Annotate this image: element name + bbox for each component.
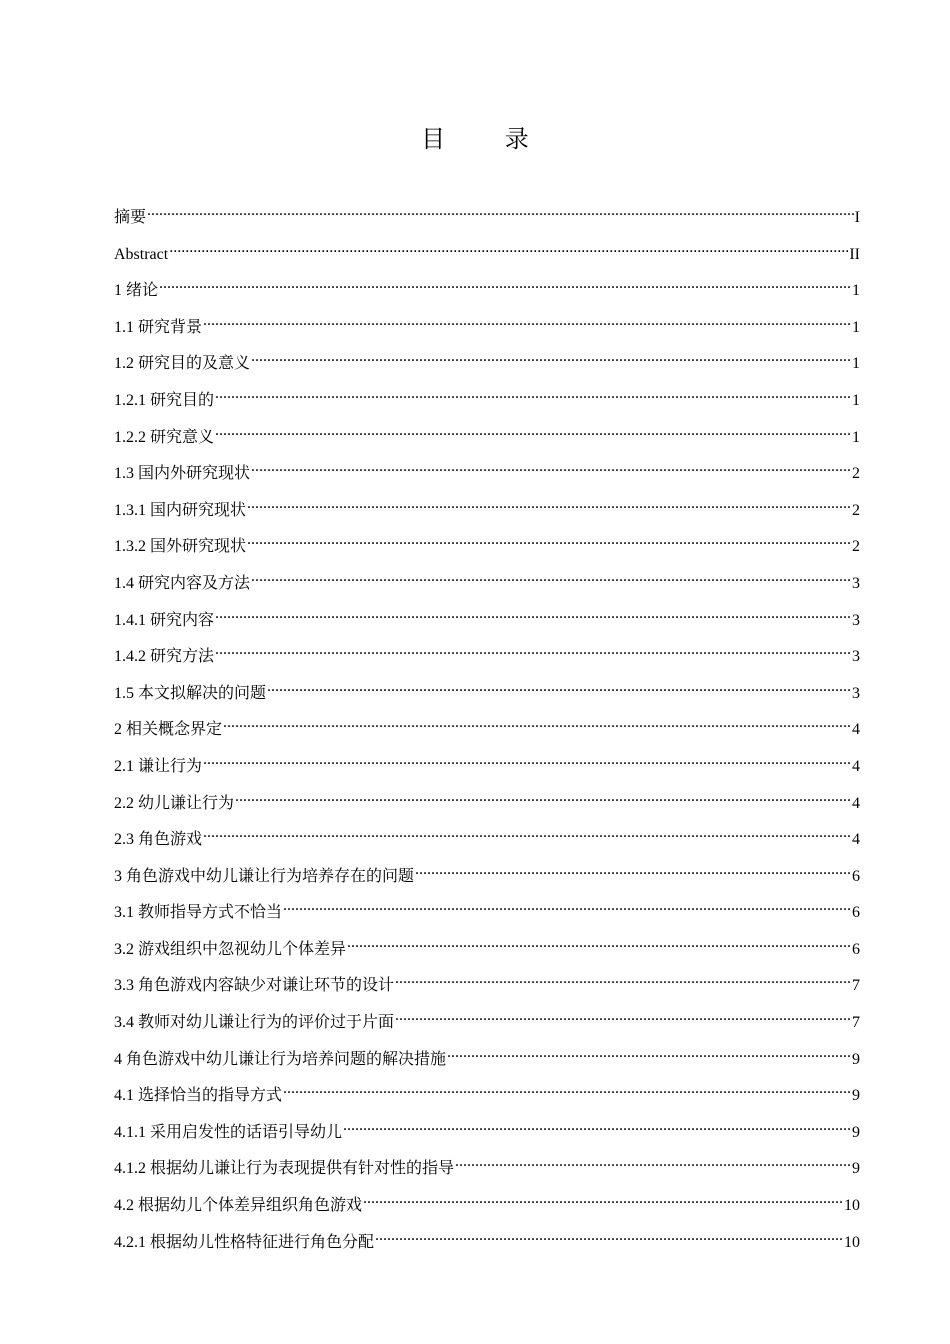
dot-leader [251,456,851,478]
toc-entry[interactable] [114,1042,860,1079]
toc-entry-label: 3.2 游戏组织中忽视幼儿个体差异 [114,940,347,958]
toc-entry-label: 2.1 谦让行为 [114,757,203,775]
dot-leader [455,1151,851,1173]
dot-leader [375,1225,843,1247]
toc-entry-label: 4 角色游戏中幼儿谦让行为培养问题的解决措施 [114,1050,447,1068]
toc-entry[interactable] [114,749,860,786]
dot-leader [267,676,851,698]
dot-leader [247,529,851,551]
dot-leader [283,895,851,917]
toc-entry-label: 4.2 根据幼儿个体差异组织角色游戏 [114,1197,363,1215]
dot-leader [343,1115,851,1137]
toc-entry[interactable] [114,346,860,383]
toc-entry-page-number: 7 [852,977,860,995]
dot-leader [203,822,851,844]
toc-entry-label: 1.4.2 研究方法 [114,648,215,666]
toc-entry[interactable] [114,639,860,676]
toc-entry[interactable] [114,420,860,457]
toc-entry[interactable] [114,1078,860,1115]
toc-entry-label: 3.3 角色游戏内容缺少对谦让环节的设计 [114,977,395,995]
toc-entry[interactable] [114,676,860,713]
toc-entry-page-number: 6 [852,940,860,958]
toc-entry-page-number: 1 [852,318,860,336]
toc-entry[interactable] [114,456,860,493]
dot-leader [251,566,851,588]
toc-entry-page-number: 3 [852,574,860,592]
toc-entry[interactable] [114,383,860,420]
toc-entry-label: 4.2.1 根据幼儿性格特征进行角色分配 [114,1233,375,1251]
toc-entry-page-number: 1 [852,282,860,300]
toc-entry-page-number: 4 [852,721,860,739]
toc-entry-page-number: 9 [852,1050,860,1068]
toc-entry-label: 1.3 国内外研究现状 [114,465,251,483]
toc-entry-label: 1 绪论 [114,282,159,300]
toc-entry-label: 1.3.1 国内研究现状 [114,501,247,519]
dot-leader [347,932,851,954]
dot-leader [235,786,851,808]
toc-entry-page-number: 4 [852,794,860,812]
toc-entry[interactable] [114,932,860,969]
toc-entry[interactable] [114,786,860,823]
toc-entry-label: 1.3.2 国外研究现状 [114,538,247,556]
toc-entry-page-number: I [854,209,860,226]
dot-leader [363,1188,843,1210]
toc-entry-page-number: 9 [852,1123,860,1141]
toc-entry-page-number: 1 [852,391,860,409]
toc-entry[interactable] [114,712,860,749]
toc-entry[interactable] [114,1151,860,1188]
toc-entry-label: 2.2 幼儿谦让行为 [114,794,235,812]
dot-leader [251,346,851,368]
toc-entry[interactable] [114,1188,860,1225]
toc-entry-label: 3.4 教师对幼儿谦让行为的评价过于片面 [114,1014,395,1032]
toc-entry-page-number: 2 [852,501,860,519]
toc-entry[interactable] [114,1005,860,1042]
dot-leader [215,603,851,625]
dot-leader [415,859,851,881]
toc-entry[interactable] [114,895,860,932]
toc-entry[interactable] [114,200,860,237]
toc-title: 目 录 [421,125,555,153]
toc-entry-page-number: 6 [852,867,860,885]
toc-entry-page-number: 3 [852,684,860,702]
toc-entry[interactable] [114,603,860,640]
dot-leader [215,420,851,442]
toc-entry-page-number: 2 [852,465,860,483]
toc-entry-page-number: 9 [852,1160,860,1178]
toc-entry-label: 1.2 研究目的及意义 [114,355,251,373]
dot-leader [395,1005,851,1027]
toc-entry[interactable] [114,493,860,530]
toc-entry[interactable] [114,822,860,859]
dot-leader [159,273,851,295]
toc-entry-page-number: II [849,245,860,263]
toc-list [114,200,860,1261]
toc-entry[interactable] [114,529,860,566]
toc-entry-label: 1.2.1 研究目的 [114,391,215,409]
toc-entry-label: 4.1.2 根据幼儿谦让行为表现提供有针对性的指导 [114,1160,455,1178]
toc-entry-label: 摘要 [114,209,147,226]
toc-entry[interactable] [114,1225,860,1262]
toc-entry-page-number: 7 [852,1014,860,1032]
toc-entry-label: 1.1 研究背景 [114,318,203,336]
toc-entry-label: 3 角色游戏中幼儿谦让行为培养存在的问题 [114,867,415,885]
toc-entry-label: 3.1 教师指导方式不恰当 [114,904,283,922]
toc-entry-page-number: 10 [844,1197,860,1215]
toc-entry-label: 1.4.1 研究内容 [114,611,215,629]
toc-entry-page-number: 3 [852,648,860,666]
toc-entry[interactable] [114,566,860,603]
dot-leader [203,310,851,332]
toc-entry-page-number: 4 [852,831,860,849]
toc-entry-label: 4.1 选择恰当的指导方式 [114,1087,283,1105]
toc-entry[interactable] [114,310,860,347]
toc-entry[interactable] [114,273,860,310]
toc-entry-label: 1.5 本文拟解决的问题 [114,684,267,702]
toc-entry-page-number: 1 [852,428,860,446]
dot-leader [223,712,851,734]
toc-entry-label: 2 相关概念界定 [114,721,223,739]
toc-entry-label: 2.3 角色游戏 [114,831,203,849]
toc-entry-page-number: 3 [852,611,860,629]
dot-leader [215,639,851,661]
toc-entry-label: 1.4 研究内容及方法 [114,574,251,592]
toc-entry[interactable] [114,1115,860,1152]
toc-entry-page-number: 1 [852,355,860,373]
dot-leader [203,749,851,771]
toc-entry-page-number: 6 [852,904,860,922]
dot-leader [169,237,848,259]
toc-entry-label: Abstract [114,245,169,263]
toc-entry[interactable] [114,237,860,274]
toc-entry-page-number: 9 [852,1087,860,1105]
dot-leader [283,1078,851,1100]
toc-entry-label: 4.1.1 采用启发性的话语引导幼儿 [114,1123,343,1141]
dot-leader [447,1042,851,1064]
toc-entry[interactable] [114,859,860,896]
dot-leader [247,493,851,515]
dot-leader [395,968,851,990]
toc-entry-page-number: 4 [852,757,860,775]
toc-entry-label: 1.2.2 研究意义 [114,428,215,446]
toc-entry-page-number: 2 [852,538,860,556]
toc-entry-page-number: 10 [844,1233,860,1251]
dot-leader [147,200,854,222]
toc-entry[interactable] [114,968,860,1005]
dot-leader [215,383,851,405]
